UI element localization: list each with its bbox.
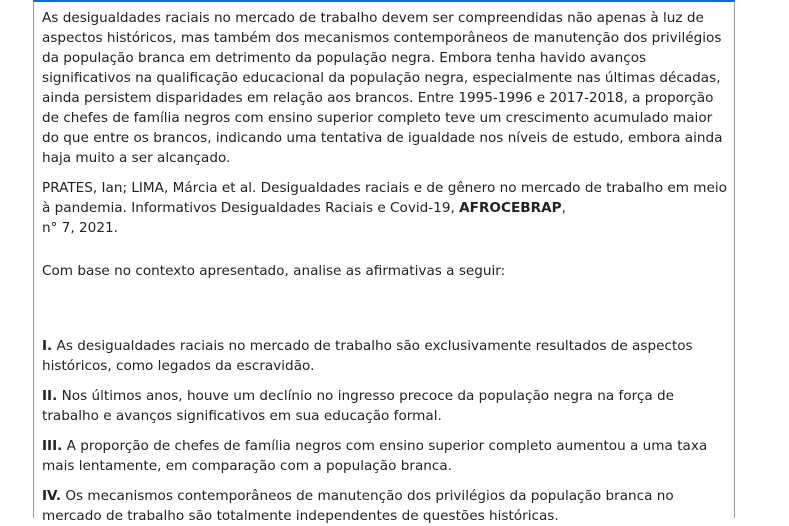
statement-text: As desigualdades raciais no mercado de trabalho são exclusivamente resultados de aspectos históricos, como legados da escravidão. <box>42 338 693 374</box>
statement-ii <box>42 386 732 426</box>
statement-numeral: II. <box>42 388 58 404</box>
question-prompt: Com base no contexto apresentado, analise as afirmativas a seguir: <box>42 263 506 279</box>
citation-bold: AFROCEBRAP <box>459 200 562 216</box>
citation-after: , <box>561 200 566 216</box>
statement-text: Os mecanismos contemporâneos de manutenção dos privilégios da população branca no mercado de trabalho são totalmente independentes de questões históricas. <box>42 488 674 524</box>
statement-numeral: IV. <box>42 488 61 504</box>
statement-iii <box>42 436 732 476</box>
question-content <box>42 8 732 526</box>
statement-numeral: III. <box>42 438 63 454</box>
citation-line2: n° 7, 2021. <box>42 220 118 236</box>
citation <box>42 178 732 238</box>
statement-text: A proporção de chefes de família negros com ensino superior completo aumentou a uma taxa mais lentamente, em comparação com a população branca. <box>42 438 708 474</box>
context-paragraph: As desigualdades raciais no mercado de trabalho devem ser compreendidas não apenas à luz de aspectos históricos, mas também dos mecanismos contemporâneos de manutenção dos privilégios da população branca em detrimento da população negra. Embora tenha havido avanços significativos na qualificação educacional da população negra, especialmente nas últimas décadas, ainda persistem disparidades em relação aos brancos. Entre 1995-1996 e 2017-2018, a proporção de chefes de família negros com ensino superior completo teve um crescimento acumulado maior do que entre os brancos, indicando uma tentativa de igualdade nos níveis de estudo, embora ainda haja muito a ser alcançado. <box>42 10 723 166</box>
statement-i <box>42 336 732 376</box>
statement-numeral: I. <box>42 338 53 354</box>
statement-iv <box>42 486 732 526</box>
statement-text: Nos últimos anos, houve um declínio no ingresso precoce da população negra na força de trabalho e avanços significativos em sua educação formal. <box>42 388 675 424</box>
citation-text: PRATES, Ian; LIMA, Márcia et al. Desigualdades raciais e de gênero no mercado de trabalho em meio à pandemia. Informativos Desigualdades Raciais e Covid-19, <box>42 180 727 216</box>
